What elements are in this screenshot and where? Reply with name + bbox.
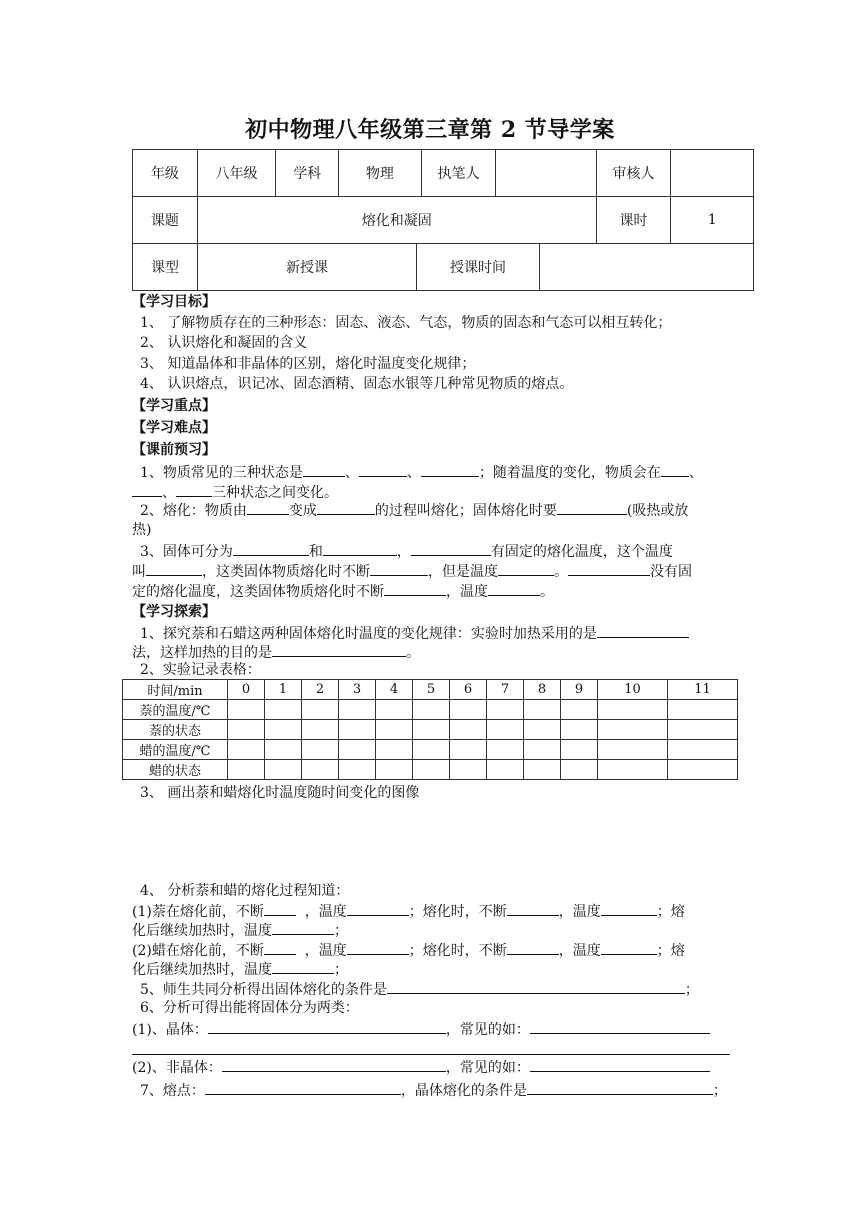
table-row xyxy=(123,760,738,780)
preview-q3 xyxy=(140,541,673,562)
minute-cell: 9 xyxy=(561,680,598,700)
topic-label: 课题 xyxy=(133,197,198,244)
blank[interactable] xyxy=(146,561,202,576)
text: 、 xyxy=(162,485,176,501)
data-cell[interactable] xyxy=(667,760,737,780)
blank[interactable] xyxy=(233,541,309,556)
goal-item: 3、 知道晶体和非晶体的区别，熔化时温度变化规律； xyxy=(140,356,476,372)
text: 法，这样加热的目的是 xyxy=(132,645,272,661)
reviewer-label: 审核人 xyxy=(596,150,671,197)
data-cell[interactable] xyxy=(667,740,737,760)
data-cell[interactable] xyxy=(487,740,524,760)
data-cell[interactable] xyxy=(339,760,376,780)
explore-q4-1-cont xyxy=(132,920,348,941)
data-cell[interactable] xyxy=(450,700,487,720)
data-cell[interactable] xyxy=(524,700,561,720)
blank[interactable] xyxy=(387,979,685,994)
topic-value: 熔化和凝固 xyxy=(197,197,596,244)
row-label: 萘的温度/℃ xyxy=(123,700,228,720)
preview-q1 xyxy=(140,462,703,483)
grade-label: 年级 xyxy=(133,150,198,197)
period-label: 课时 xyxy=(596,197,671,244)
text: ；熔化时，不断 xyxy=(408,904,507,920)
reviewer-value[interactable] xyxy=(671,150,754,197)
text: 、 xyxy=(688,465,703,481)
explore-heading: 【学习探索】 xyxy=(132,604,216,620)
blank[interactable] xyxy=(530,1057,710,1072)
blank[interactable] xyxy=(176,482,212,497)
data-cell[interactable] xyxy=(376,720,413,740)
author-label: 执笔人 xyxy=(421,150,496,197)
text: 的过程叫熔化；固体熔化时要 xyxy=(374,503,557,519)
data-cell[interactable] xyxy=(561,760,598,780)
text: ，常见的如： xyxy=(445,1060,530,1076)
data-cell[interactable] xyxy=(228,720,265,740)
text: 、 xyxy=(344,465,359,481)
blank[interactable] xyxy=(507,940,559,955)
minute-cell: 11 xyxy=(667,680,737,700)
text: ； xyxy=(712,1083,727,1099)
blank[interactable] xyxy=(421,462,479,477)
text: (2)蜡在熔化前，不断 xyxy=(132,943,264,959)
data-cell[interactable] xyxy=(598,760,668,780)
text: 7、熔点： xyxy=(140,1083,205,1099)
text: ； xyxy=(334,923,348,939)
data-cell[interactable] xyxy=(265,740,302,760)
text: 化后继续加热时，温度 xyxy=(132,923,272,939)
data-cell[interactable] xyxy=(598,700,668,720)
data-cell[interactable] xyxy=(450,760,487,780)
minute-cell: 1 xyxy=(265,680,302,700)
data-cell[interactable] xyxy=(265,760,302,780)
explore-q4-2-cont xyxy=(132,959,348,980)
text: (2)、非晶体： xyxy=(132,1060,222,1076)
blank[interactable] xyxy=(347,940,409,955)
row-label: 萘的状态 xyxy=(123,720,228,740)
data-cell[interactable] xyxy=(413,700,450,720)
text: ；熔化时，不断 xyxy=(408,943,507,959)
data-cell[interactable] xyxy=(598,740,668,760)
data-cell[interactable] xyxy=(413,760,450,780)
blank[interactable] xyxy=(527,1080,713,1095)
data-cell[interactable] xyxy=(413,720,450,740)
text: 有固定的熔化温度，这个温度 xyxy=(490,544,673,560)
data-cell[interactable] xyxy=(228,700,265,720)
data-cell[interactable] xyxy=(667,700,737,720)
text: ，晶体熔化的条件是 xyxy=(400,1083,527,1099)
text: 没有固 xyxy=(650,564,692,580)
data-cell[interactable] xyxy=(376,740,413,760)
explore-q7 xyxy=(140,1080,727,1101)
text: 化后继续加热时，温度 xyxy=(132,962,272,978)
data-cell[interactable] xyxy=(228,760,265,780)
data-cell[interactable] xyxy=(561,720,598,740)
data-cell[interactable] xyxy=(667,720,737,740)
info-table-row3 xyxy=(132,243,754,291)
blank[interactable] xyxy=(264,901,296,916)
explore-q4-1 xyxy=(132,901,685,922)
data-cell[interactable] xyxy=(561,740,598,760)
blank[interactable] xyxy=(347,901,409,916)
text: ，温度 xyxy=(558,904,601,920)
preview-heading: 【课前预习】 xyxy=(132,442,216,458)
blank[interactable] xyxy=(597,623,689,638)
data-cell[interactable] xyxy=(302,700,339,720)
blank[interactable] xyxy=(303,462,345,477)
goal-item: 1、 了解物质存在的三种形态：固态、液态、气态，物质的固态和气态可以相互转化； xyxy=(140,315,672,331)
text: ，温度 xyxy=(446,584,488,600)
data-cell[interactable] xyxy=(487,760,524,780)
text: 5、师生共同分析得出固体熔化的条件是 xyxy=(140,982,387,998)
data-cell[interactable] xyxy=(339,740,376,760)
data-cell[interactable] xyxy=(524,760,561,780)
text: ，这类固体物质熔化时不断 xyxy=(202,564,370,580)
text: 三种状态之间变化。 xyxy=(212,485,338,501)
time-label: 授课时间 xyxy=(417,244,540,291)
text: 2、熔化：物质由 xyxy=(140,503,247,519)
data-cell[interactable] xyxy=(487,720,524,740)
header-time: 时间/min xyxy=(123,680,228,700)
explore-q2: 2、实验记录表格： xyxy=(140,662,261,678)
type-label: 课型 xyxy=(133,244,198,291)
page-title: 初中物理八年级第三章第 2 节导学案 xyxy=(245,117,615,143)
text: ，温度 xyxy=(304,943,347,959)
explore-q4-2 xyxy=(132,940,685,961)
blank[interactable] xyxy=(272,642,406,657)
blank[interactable] xyxy=(411,541,491,556)
explore-q6: 6、分析可得出能将固体分为两类： xyxy=(140,1000,359,1016)
text: 。 xyxy=(406,645,420,661)
goal-item: 2、 认识熔化和凝固的含义 xyxy=(140,335,308,351)
table-header-row xyxy=(123,680,738,700)
preview-q3-line3 xyxy=(132,581,554,602)
preview-q2-cont: 热) xyxy=(132,522,152,538)
text: ，常见的如： xyxy=(445,1022,530,1038)
data-cell[interactable] xyxy=(561,700,598,720)
data-cell[interactable] xyxy=(450,720,487,740)
minute-cell: 2 xyxy=(302,680,339,700)
blank[interactable] xyxy=(557,500,627,515)
data-cell[interactable] xyxy=(302,720,339,740)
data-cell[interactable] xyxy=(450,740,487,760)
table-row xyxy=(123,720,738,740)
data-cell[interactable] xyxy=(524,720,561,740)
blank[interactable] xyxy=(601,901,657,916)
text: ；随着温度的变化，物质会在 xyxy=(478,465,661,481)
subject-value: 物理 xyxy=(339,150,422,197)
text: 、 xyxy=(406,465,421,481)
record-table xyxy=(122,679,738,780)
text: (吸热或放 xyxy=(626,503,689,519)
minute-cell: 8 xyxy=(524,680,561,700)
minute-cell: 10 xyxy=(598,680,668,700)
text: 定的熔化温度，这类固体物质熔化时不断 xyxy=(132,584,384,600)
blank[interactable] xyxy=(498,561,554,576)
blank[interactable] xyxy=(488,581,540,596)
blank[interactable] xyxy=(568,561,650,576)
blank[interactable] xyxy=(317,500,375,515)
blank[interactable] xyxy=(601,940,657,955)
text: ，温度 xyxy=(304,904,347,920)
text: 。 xyxy=(540,584,554,600)
text: ，温度 xyxy=(558,943,601,959)
blank[interactable] xyxy=(132,482,162,497)
period-value: 1 xyxy=(671,197,754,244)
type-value: 新授课 xyxy=(198,244,417,291)
text: 1、物质常见的三种状态是 xyxy=(140,465,303,481)
minute-cell: 0 xyxy=(228,680,265,700)
data-cell[interactable] xyxy=(376,700,413,720)
blank[interactable] xyxy=(264,940,296,955)
explore-q3: 3、 画出萘和蜡熔化时温度随时间变化的图像 xyxy=(140,785,420,801)
answer-line[interactable] xyxy=(132,1054,730,1055)
author-value[interactable] xyxy=(496,150,596,197)
text: 。 xyxy=(554,564,568,580)
subject-label: 学科 xyxy=(276,150,339,197)
preview-q2 xyxy=(140,500,688,521)
blank[interactable] xyxy=(507,901,559,916)
explore-q6-1 xyxy=(132,1019,710,1040)
text: ； xyxy=(334,962,348,978)
difficulty-heading: 【学习难点】 xyxy=(132,420,216,436)
text: ， xyxy=(396,544,411,560)
table-row xyxy=(123,740,738,760)
grade-value: 八年级 xyxy=(197,150,276,197)
minute-cell: 7 xyxy=(487,680,524,700)
data-cell[interactable] xyxy=(339,720,376,740)
blank[interactable] xyxy=(661,462,689,477)
row-label: 蜡的状态 xyxy=(123,760,228,780)
minute-cell: 3 xyxy=(339,680,376,700)
data-cell[interactable] xyxy=(598,720,668,740)
minute-cell: 4 xyxy=(376,680,413,700)
blank[interactable] xyxy=(222,1057,446,1072)
text: 变成 xyxy=(288,503,317,519)
blank[interactable] xyxy=(359,462,407,477)
explore-q6-2 xyxy=(132,1057,710,1078)
row-label: 蜡的温度/℃ xyxy=(123,740,228,760)
explore-q1 xyxy=(140,623,689,644)
preview-q3-line2 xyxy=(132,561,692,582)
table-row xyxy=(123,700,738,720)
data-cell[interactable] xyxy=(413,740,450,760)
text: ；熔 xyxy=(656,943,685,959)
blank[interactable] xyxy=(384,581,446,596)
data-cell[interactable] xyxy=(302,740,339,760)
blank[interactable] xyxy=(205,1080,401,1095)
text: 1、探究萘和石蜡这两种固体熔化时温度的变化规律：实验时加热采用的是 xyxy=(140,626,597,642)
time-value[interactable] xyxy=(540,244,754,291)
data-cell[interactable] xyxy=(376,760,413,780)
data-cell[interactable] xyxy=(524,740,561,760)
goals-heading: 【学习目标】 xyxy=(132,294,216,310)
key-heading: 【学习重点】 xyxy=(132,398,216,414)
minute-cell: 6 xyxy=(450,680,487,700)
text: ； xyxy=(684,982,699,998)
data-cell[interactable] xyxy=(487,700,524,720)
data-cell[interactable] xyxy=(339,700,376,720)
blank[interactable] xyxy=(272,959,334,974)
info-table xyxy=(132,149,754,244)
blank[interactable] xyxy=(370,561,428,576)
data-cell[interactable] xyxy=(228,740,265,760)
text: (1)萘在熔化前，不断 xyxy=(132,904,264,920)
text: ，但是温度 xyxy=(428,564,498,580)
goal-item: 4、 认识熔点，识记冰、固态酒精、固态水银等几种常见物质的熔点。 xyxy=(140,376,574,392)
blank[interactable] xyxy=(247,500,289,515)
blank[interactable] xyxy=(208,1019,446,1034)
explore-q4: 4、 分析萘和蜡的熔化过程知道： xyxy=(140,883,350,899)
blank[interactable] xyxy=(323,541,397,556)
text: 叫 xyxy=(132,564,146,580)
text: 3、固体可分为 xyxy=(140,544,233,560)
data-cell[interactable] xyxy=(302,760,339,780)
data-cell[interactable] xyxy=(265,720,302,740)
text: ；熔 xyxy=(656,904,685,920)
blank[interactable] xyxy=(530,1019,710,1034)
explore-q5 xyxy=(140,979,699,1000)
blank[interactable] xyxy=(272,920,334,935)
text: (1)、晶体： xyxy=(132,1022,208,1038)
text: 和 xyxy=(308,544,323,560)
minute-cell: 5 xyxy=(413,680,450,700)
data-cell[interactable] xyxy=(265,700,302,720)
